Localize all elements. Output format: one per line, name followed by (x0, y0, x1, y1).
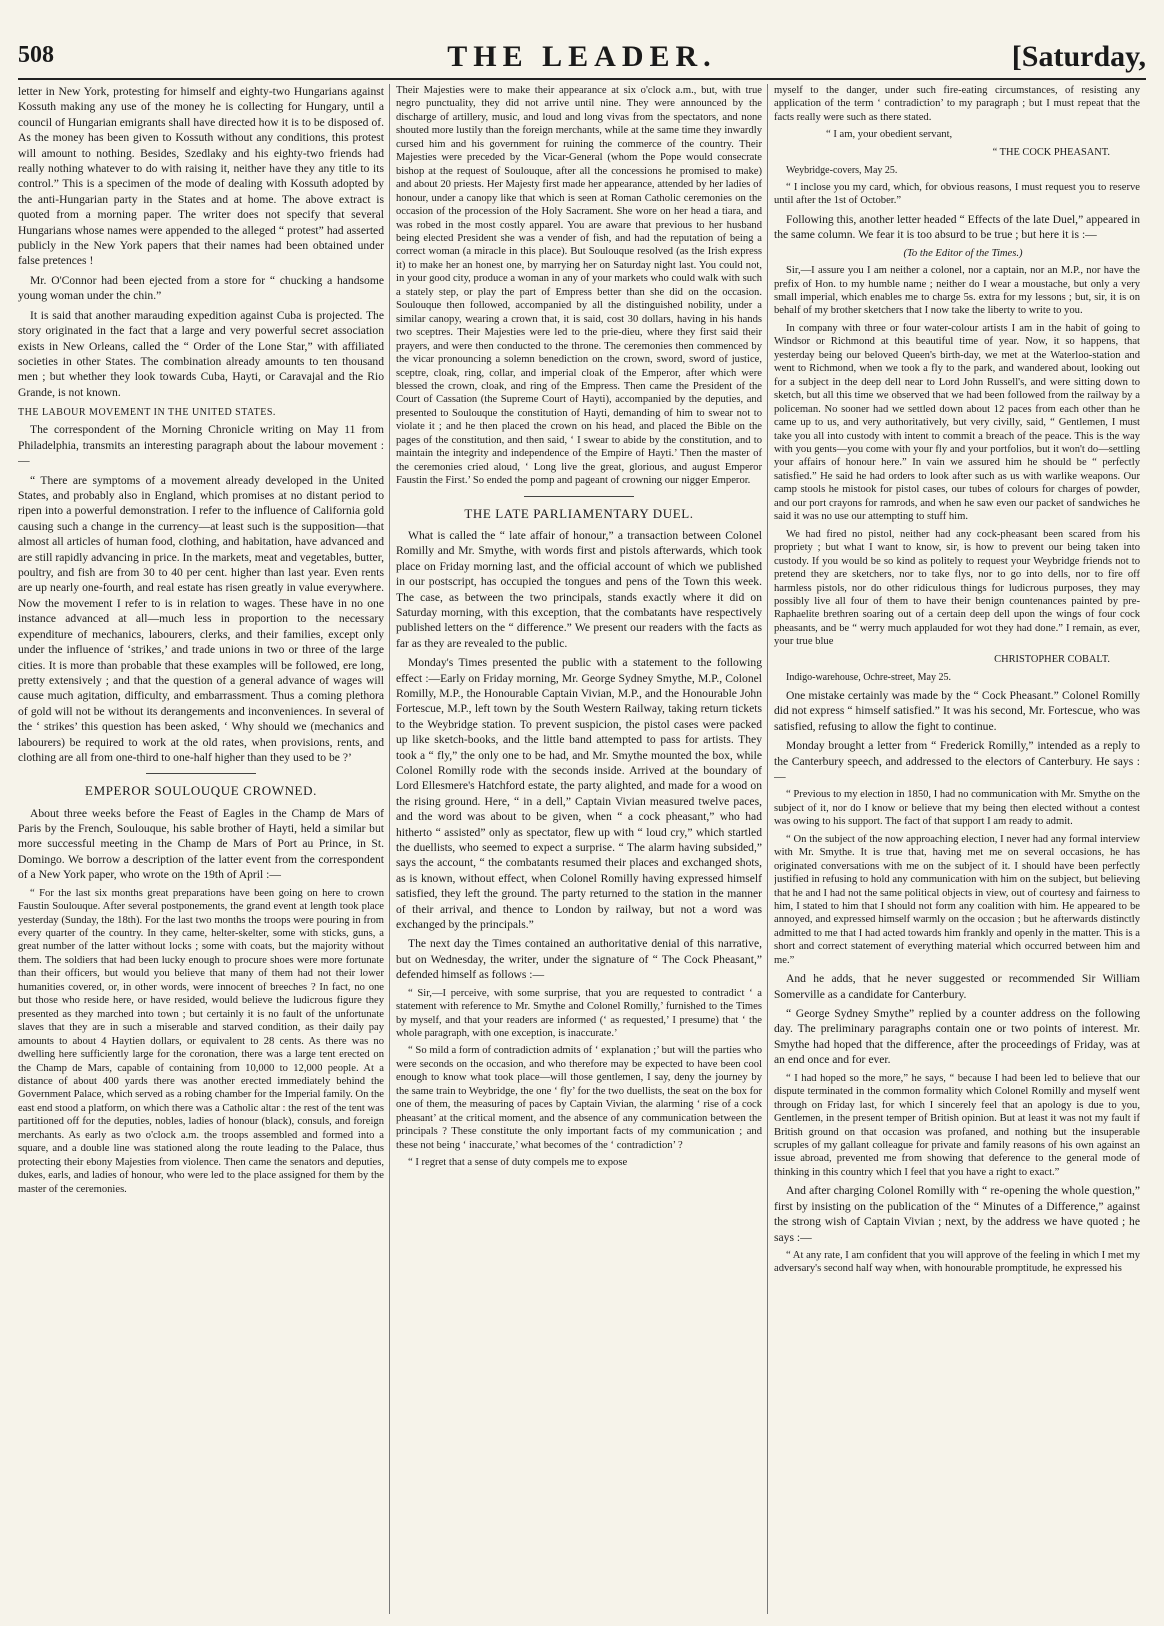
letter-closing: “ I am, your obedient servant, (826, 129, 953, 141)
paragraph: Following this, another letter headed “ Effects of the late Duel,” appeared in the same column. We fear it is too absurd to be true ; but here it is :— (774, 212, 1140, 242)
paragraph: letter in New York, protesting for himself and eighty-two Hungarians against Kossuth making any use of the money he is collecting for Hungary, until a council of Hungarian emigrants shall have directed how it is to be disposed of. As the money has been given to Kossuth without any conditions, this protest will amount to nothing. Besides, Szedlaky and his eighty-two friends had really nothing whatever to do with raising it, neither have they any title to its control.” This is a specimen of the mode of dealing with Kossuth adopted by the anti-Hungarian party in the States and at home. The above extract is quoted from a morning paper. The writer does not specify that several Hungarians whose names were appended to the alleged “ protest” had asserted publicly in the New York papers that their names had been obtained under false pretences ! (18, 85, 384, 268)
signature: CHRISTOPHER COBALT. (994, 653, 1110, 665)
letter-address: Indigo-warehouse, Ochre-street, May 25. (786, 671, 951, 683)
paragraph: One mistake certainly was made by the “ Cock Pheasant.” Colonel Romilly did not express “ himself satisfied.” It was his second, Mr. Fortescue, who was satisfied, refusing to allow the fight to continue. (774, 688, 1140, 733)
column-3 (774, 84, 1140, 1614)
letter-heading: (To the Editor of the Times.) (903, 247, 1023, 259)
column-rule (767, 84, 768, 1614)
article-title-parliamentary-duel: THE LATE PARLIAMENTARY DUEL. (464, 505, 694, 521)
quoted-paragraph: “ I inclose you my card, which, for obvious reasons, I must request you to reserve until after the 1st of October.” (774, 181, 1140, 207)
column-1 (18, 84, 384, 1614)
paragraph: And he adds, that he never suggested or recommended Sir William Somerville as a candidate for Canterbury. (774, 972, 1140, 1001)
section-heading-labour-movement: THE LABOUR MOVEMENT IN THE UNITED STATES. (18, 407, 276, 419)
quoted-paragraph: In company with three or four water-colour artists I am in the habit of going to Windsor or Richmond at this beautiful time of year. Now, it so happens, that yesterday being our beloved Queen's birth-day, we met at the Waterloo-station and went to Richmond, when we took a fly to the park, and wandered about, looking out for a subject in the deep dell near to Lord John Russell's, and were sitting down to sketch, but all this time we observed that we had been followed from the railway by a policeman. No sooner had we settled down about 12 paces from each other than he came up to us, and very authoritatively, but very civilly, said, “ Gentlemen, I must take you all into custody with intent to commit a breach of the peace. This is the way with you gents—you come with your fly and your portfolios, but it won't do—settling your affairs of honour here.” In vain we assured him he should be “ perfectly satisfied.” He said he had orders to look after such as us with warlike weapons. Our camp stools he mistook for pistol cases, our tubes of colours for charges of powder, and our port crayons for ramrods, and when he saw even our packet of sandwiches he said it was no use our attempting to stuff him. (774, 322, 1140, 523)
letter-address: Weybridge-covers, May 25. (786, 164, 898, 176)
paragraph: And after charging Colonel Romilly with “ re-opening the whole question,” first by insisting on the publication of the “ Minutes of a Difference,” against the strong wish of Captain Vivian ; next, by the address we have quoted ; he says :— (774, 1184, 1140, 1244)
paragraph: “ There are symptoms of a movement already developed in the United States, and probably also in England, which promises at no distant period to ripen into a powerful demonstration. I refer to the influence of California gold causing such a change in the currency—at least such is the supposition—that almost all articles of human food, clothing, and habitation, have advanced and are still rapidly advancing in price. In the markets, meat and vegetables, butter, poultry, and fish are from 30 to 40 per cent. higher than last year. Even rents are up nearly one-fourth, and real estate has risen greatly in value everywhere. Now the movement I refer to is in relation to wages. These have in no one instance advanced at all—much less in proportion to the necessary expenditure of mechanics, labourers, clerks, and their families, except only under the influence of ‘strikes,’ and trade unions in two or three of the large cities. It is more than probable that these examples will be followed, ere long, pretty extensively ; and that the question of a general advance of wages will cause much agitation, difficulty, and embarrassment. Thus a coming plethora of gold will not be without its derangements and inconveniences. In several of the ‘ strikes’ this question has been asked, ‘ Why should we (mechanics and labourers) be required to work at the old rates, when provisions, rents, and clothing are all from one-third to one-half higher than they used to be ?’ (18, 473, 384, 764)
paragraph: “ George Sydney Smythe” replied by a counter address on the following day. The preliminary paragraphs contain one or two points of interest. Mr. Smythe had hoped that the difference, after the proceedings of Friday, was at an end once and for ever. (774, 1007, 1140, 1067)
quoted-paragraph: myself to the danger, under such fire-eating circumstances, of resisting any application of the term ‘ contradiction’ to my paragraph ; but I must repeat that the facts really were such as there stated. (774, 85, 1140, 123)
quoted-paragraph: “ I had hoped so the more,” he says, “ because I had been led to believe that our dispute terminated in the common formality which Colonel Romilly and myself went through on Friday last, for which I sincerely feel that an apology is due to you, Gentlemen, in the present temper of British opinion. But at least it was not my fault if British ground on that occasion was profaned, and nothing but the insuperable scruples of my gallant colleague for private and family reasons of his own against an issue abroad, prevented me from showing that deference to the general mode of thinking in this country which I feel that you have a right to exact.” (774, 1072, 1140, 1178)
masthead (18, 40, 1146, 80)
quoted-paragraph: “ At any rate, I am confident that you will approve of the feeling in which I met my adversary's second half way when, with honourable promptitude, he expressed his (774, 1249, 1140, 1275)
paragraph: The correspondent of the Morning Chronicle writing on May 11 from Philadelphia, transmits an interesting paragraph about the labour movement :— (18, 423, 384, 468)
paragraph: Mr. O'Connor had been ejected from a store for “ chucking a handsome young woman under the chin.” (18, 273, 384, 303)
paragraph: The next day the Times contained an authoritative denial of this narrative, but on Wednesday, the writer, under the signature of “ The Cock Pheasant,” defended himself as follows :— (396, 937, 762, 982)
newspaper-title: THE LEADER. (447, 40, 717, 73)
quoted-paragraph: “ I regret that a sense of duty compels me to expose (408, 1157, 628, 1169)
quoted-paragraph: “ So mild a form of contradiction admits of ‘ explanation ;’ but will the parties who were seconds on the occasion, and who therefore may be expected to have been cool enough to know what took place—will those gentlemen, I say, deny the journey by the same train to Weybridge, the one ‘ fly’ for the two duellists, the seat on the box for one of them, the measuring of paces by Captain Vivian, the alarming ‘ rise of a cock pheasant’ at the critical moment, and the absence of any communication between the principals ? These constitute the only important facts of my communication ; and these not being ‘ inaccurate,’ what becomes of the ‘ contradiction’ ? (396, 1045, 762, 1151)
paragraph: Monday brought a letter from “ Frederick Romilly,” intended as a reply to the Canterbury speech, and addressed to the electors of Canterbury. He says :— (774, 739, 1140, 783)
quoted-paragraph: We had fired no pistol, neither had any cock-pheasant been scared from his propriety ; but what I want to know, sir, is how to prevent our being taken into custody. If you would be so kind as politely to request your Weybridge friends not to pretend they are sketchers, nor to take flys, nor to go into dells, nor to fire off harmless pistols, nor do other ridiculous things for ludicrous purposes, they may possibly live all four of them to have their benign countenances painted by pre-Raphaelite brethren soaring out of a certain deep dell upon the wings of four cock pheasants, and be “ werry much applauded for wot they had done.” I remain, as ever, your true blue (774, 528, 1140, 648)
signature: “ THE COCK PHEASANT. (992, 146, 1110, 158)
paragraph: About three weeks before the Feast of Eagles in the Champ de Mars of Paris by the French, Soulouque, his sable brother of Hayti, held a similar but more successful meeting in the Champ de Mars of Port au Prince, in St. Domingo. We borrow a description of the latter event from the correspondent of a New York paper, who wrote on the 19th of April :— (18, 806, 384, 882)
quoted-paragraph: “ On the subject of the now approaching election, I never had any formal interview with Mr. Smythe. It is true that, having met me on several occasions, he has originated conversations with me on the subject of it. I should have been perfectly justified in refusing to hold any communication with him on the subject, but believing that he and I had not the same political objects in view, out of courtesy and fairness to him, I stated to him that I should not form any coalition with him. He appeared to be annoyed, and expressed himself warmly on the occasion ; but he afterwards distinctly admitted to me that I had acted towards him frankly and openly in the matter. This is a short and correct statement of everything material which occurred between him and me.” (774, 833, 1140, 966)
paragraph: Monday's Times presented the public with a statement to the following effect :—Early on Friday morning, Mr. George Sydney Smythe, M.P., Colonel Romilly, M.P., the Honourable Captain Vivian, M.P., and the Honourable John Fortescue, M.P., left town by the South Western Railway, taking return tickets to the Weybridge station. To prevent suspicion, the pistol cases were packed up like sketch-books, and the little band attempted to pass for artists. They took a “ fly,” the only one to be had, and Mr. Smythe mounted the box, while Colonel Romilly rode with the seconds inside. Arrived at the boundary of Lord Ellesmere's Hatchford estate, the party alighted, and made for a wood on the rising ground. Here, “ in a dell,” Captain Vivian measured twelve paces, and the word was about to be given, when “ a cock pheasant,” who had hitherto “ assisted” only as spectator, flew up with “ loud cry,” which startled the duellists, who seemed to expect a surprise. “ The alarm having subsided,” says the account, “ the combatants resumed their places and exchanged shots, as is known, without effect, when Colonel Romilly having expressed himself satisfied, they left the ground. The party returned to the station in the manner of their arrival, and thence to London by railway, but not a word was exchanged by the principals.” (396, 656, 762, 932)
quoted-paragraph: Sir,—I assure you I am neither a colonel, nor a captain, nor an M.P., nor have the prefix of Hon. to my humble name ; neither do I wear a moustache, but only a very small imperial, which enables me to charge 5s. extra for my lessons ; but, sir, it is on behalf of my brother sketchers that I now take the liberty to write to you. (774, 265, 1140, 317)
paragraph: It is said that another marauding expedition against Cuba is projected. The story originated in the fact that a large and very powerful secret association exists in New Orleans, called the “ Order of the Lone Star,” with affiliated societies in other States. The combination already amounts to ten thousand men ; but whether they look towards Cuba, Hayti, or Caravajal and the Rio Grande, is not known. (18, 308, 384, 399)
paragraph: What is called the “ late affair of honour,” a transaction between Colonel Romilly and Mr. Smythe, with words first and pistols afterwards, which took place on Friday morning last, and the official account of which we published in our postscript, has occupied the tongues and pens of the Town this week. The case, as between the two principals, stands exactly where it did on Saturday morning, with this exception, that the combatants have respectively published letters on the “ difference.” We present our readers with the facts as far as they are revealed to the public. (396, 528, 762, 650)
article-title-emperor-soulouque: EMPEROR SOULOUQUE CROWNED. (85, 783, 317, 799)
quoted-paragraph: “ Sir,—I perceive, with some surprise, that you are requested to contradict ‘ a statement with reference to Mr. Smythe and Colonel Romilly,’ furnished to the Times by myself, and that your readers are informed (‘ as requested,’ I presume) that ‘ the whole paragraph, with one exception, is inaccurate.’ (396, 987, 762, 1040)
divider (524, 496, 634, 497)
quoted-paragraph: “ Previous to my election in 1850, I had no communication with Mr. Smythe on the subject of it, nor do I know or believe that my being then elected without a contest was owing to his support. The fact of that support I am ready to admit. (774, 789, 1140, 828)
column-rule (389, 84, 390, 1614)
page-number: 508 (18, 42, 54, 68)
divider (146, 773, 256, 774)
quoted-paragraph: “ For the last six months great preparations have been going on here to crown Faustin Soulouque. After several postponements, the grand event at length took place yesterday (Sunday, the 18th). For the last two months the troops were pouring in from every quarter of the country. In they came, helter-skelter, some with sticks, guns, a great number of the latter without locks ; some with coats, but the majority without them. The soldiers that had been lucky enough to procure shoes were more fortunate than their officers, but would you believe that many of them had not their lower humanities covered, or, in other words, were innocent of breeches ? In fact, no one but those who reside here, or have resided, would believe the ludicrous figure they presented as they marched into town ; but certainly it is no fault of the unfortunate slaves that they are in such a miserable and starved condition, as their daily pay amounts to about 4 Haytien dollars, or equivalent to 28 cents. As there was no dwelling here sufficiently large for the coronation, there was a large tent erected on the Champ de Mars, capable of containing from 10,000 to 12,000 people. At a distance of about 400 yards there was another erected immediately behind the Government Palace, which served as a robing chamber for the Imperial family. On the east end stood a platform, on which there was a Catholic altar : the rest of the tent was partitioned off for the deputies, nobles, ladies of honour (black), consuls, and foreign merchants. As early as two o'clock a.m. the troops assembled and formed into a square, and a double line was stationed along the route leading to the Palace, thus protecting their ebony Majesties from violence. Then came the senators and deputies, dukes, earls, and ladies of honour, who were led to the place assigned for them by the master of the ceremonies. (18, 887, 384, 1195)
issue-day: [Saturday, (1011, 40, 1146, 73)
quoted-paragraph: Their Majesties were to make their appearance at six o'clock a.m., but, with true negro punctuality, they did not arrive until nine. They were announced by the discharge of artillery, music, and loud and long vivas from the spectators, and none shouted more lustily than the foreign merchants, while at the same time they inwardly cursed him and his government for ruining the commerce of the country. Their Majesties were preceded by the Vicar-General (whom the Pope would consecrate bishop at the request of Soulouque, after all the concessions he promised to make) and about 20 priests. Her Majesty first made her appearance, attended by her ladies of honour, under a canopy like that which is seen at Roman Catholic ceremonies on the occasion of the procession of the Holy Sacrament. She wore on her head a tiara, and was robed in the most costly apparel. You are aware that previous to her husband being elected President she was a vender of fish, and had the reputation of being a correct woman (a miracle in this place). But Soulouque resolved (as the Irish express it) to make her an honest one, by marrying her on Saturday night last. You could not, in your good city, produce a woman in any of your markets who could walk with such a stately step, or play the part of Empress better than she did on the occasion. Soulouque then followed, accompanied by all the distinguished nobility, under a similar canopy, wearing a crown that, it is said, cost 30 dollars, having in his hands two sceptres. Their Majesties were led to the prie-dieu, where they first said their prayers, and were then conducted to the throne. The ceremonies then commenced by the vicar pronouncing a solemn benediction on the crown, sword, sword of justice, sceptre, cloak, ring, collar, and imperial cloak of the Emperor, after which were blessed the crown, cloak, and ring of the Empress. Then came the President of the Court of Cassation (the Supreme Court of Hayti), accompanied by the deputies, and presented to Soulouque the constitution of Hayti, demanding of him to swear not to violate it ; and he then placed the crown on his head, and placed the Bible on the pages of the constitution, and then said, ‘ I swear to abide by the constitution, and to maintain the integrity and independence of the Empire of Hayti.’ Then the master of the ceremonies cried aloud, ‘ Long live the great, glorious, and august Emperor Faustin the First.’ So ended the pomp and pageant of crowning our nigger Emperor. (396, 85, 762, 487)
column-2 (396, 84, 762, 1614)
